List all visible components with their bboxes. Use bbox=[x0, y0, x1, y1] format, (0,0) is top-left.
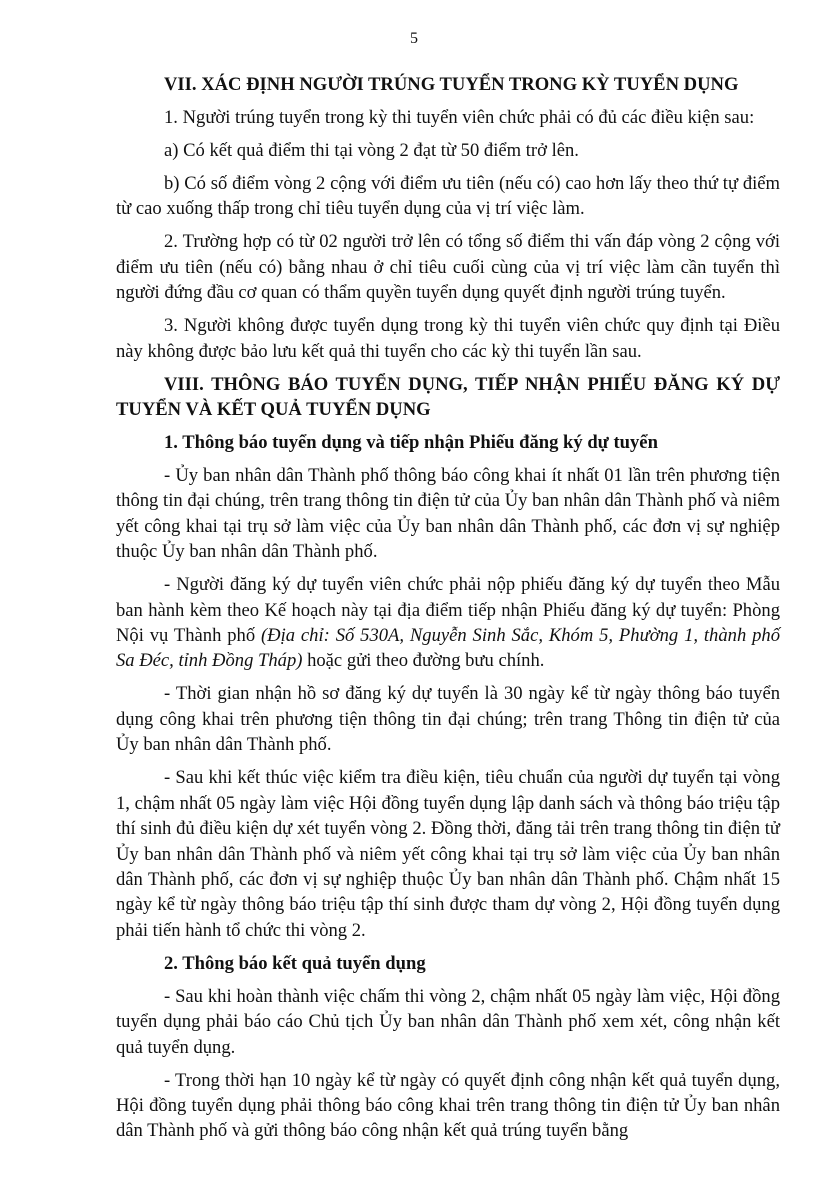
page-number: 5 bbox=[410, 30, 418, 47]
paragraph: a) Có kết quả điểm thi tại vòng 2 đạt từ 50 điểm trở lên. bbox=[164, 140, 579, 161]
paragraph: 3. Người không được tuyển dụng trong kỳ thi tuyển viên chức quy định tại Điều này không được bảo lưu kết quả thi tuyển cho các kỳ thi tuyển lần sau. bbox=[116, 315, 780, 362]
text-run: - Người đăng ký dự tuyển viên chức phải nộp phiếu đăng ký dự tuyển theo Mẫu ban hành kèm theo Kế hoạch này tại địa điểm tiếp nhận Phiếu đăng ký dự tuyển: Phòng Nội vụ Thành phố bbox=[116, 574, 780, 647]
section-8-heading: VIII. THÔNG BÁO TUYỂN DỤNG, TIẾP NHẬN PHIẾU ĐĂNG KÝ DỰ TUYỂN VÀ KẾT QUẢ TUYỂN DỤNG bbox=[116, 373, 780, 421]
paragraph: - Sau khi hoàn thành việc chấm thi vòng 2, chậm nhất 05 ngày làm việc, Hội đồng tuyển dụng phải báo cáo Chủ tịch Ủy ban nhân dân Thành phố xem xét, công nhận kết quả tuyển dụng. bbox=[116, 985, 780, 1058]
paragraph: 2. Trường hợp có từ 02 người trở lên có tổng số điểm thi vấn đáp vòng 2 cộng với điểm ưu tiên (nếu có) bằng nhau ở chỉ tiêu cuối cùng của vị trí việc làm cần tuyển thì người đứng đầu cơ quan có thẩm quyền tuyển dụng quyết định người trúng tuyển. bbox=[116, 231, 780, 304]
subsection-1-heading: 1. Thông báo tuyển dụng và tiếp nhận Phiếu đăng ký dự tuyển bbox=[164, 432, 658, 454]
paragraph: 1. Người trúng tuyển trong kỳ thi tuyển viên chức phải có đủ các điều kiện sau: bbox=[164, 107, 755, 128]
paragraph: - Trong thời hạn 10 ngày kể từ ngày có quyết định công nhận kết quả tuyển dụng, Hội đồng tuyển dụng phải thông báo công khai trên trang thông tin điện tử Ủy ban nhân dân Thành phố và gửi thông báo công nhận kết quả trúng tuyển bằng bbox=[116, 1069, 780, 1142]
document-body bbox=[116, 72, 780, 1144]
subsection-2-heading: 2. Thông báo kết quả tuyển dụng bbox=[164, 952, 426, 974]
paragraph: - Ủy ban nhân dân Thành phố thông báo công khai ít nhất 01 lần trên phương tiện thông tin đại chúng, trên trang thông tin điện tử của Ủy ban nhân dân Thành phố và niêm yết công khai tại trụ sở làm việc của Ủy ban nhân dân Thành phố, các đơn vị sự nghiệp thuộc Ủy ban nhân dân Thành phố. bbox=[116, 465, 780, 563]
paragraph: - Thời gian nhận hồ sơ đăng ký dự tuyển là 30 ngày kể từ ngày thông báo tuyển dụng công khai trên phương tiện thông tin đại chúng; trên trang Thông tin điện tử của Ủy ban nhân dân Thành phố. bbox=[116, 683, 780, 756]
paragraph: - Sau khi kết thúc việc kiểm tra điều kiện, tiêu chuẩn của người dự tuyển tại vòng 1, chậm nhất 05 ngày làm việc Hội đồng tuyển dụng lập danh sách và thông báo triệu tập thí sinh đủ điều kiện dự xét tuyển vòng 2. Đồng thời, đăng tải trên trang thông tin điện tử Ủy ban nhân dân Thành phố và niêm yết công khai tại trụ sở làm việc của Ủy ban nhân dân Thành phố, các đơn vị sự nghiệp thuộc Ủy ban nhân dân Thành phố. Chậm nhất 15 ngày kể từ ngày thông báo triệu tập thí sinh được tham dự vòng 2, Hội đồng tuyển dụng phải tiến hành tổ chức thi vòng 2. bbox=[116, 767, 780, 941]
paragraph-address bbox=[116, 572, 780, 674]
section-7-heading: VII. XÁC ĐỊNH NGƯỜI TRÚNG TUYỂN TRONG KỲ TUYỂN DỤNG bbox=[164, 74, 739, 95]
address-italic: (Địa chỉ: Số 530A, Nguyễn Sinh Sắc, Khóm 5, Phường 1, thành phố Sa Đéc, tỉnh Đồng Tháp) bbox=[116, 625, 780, 672]
text-run: hoặc gửi theo đường bưu chính. bbox=[302, 650, 545, 672]
paragraph: b) Có số điểm vòng 2 cộng với điểm ưu tiên (nếu có) cao hơn lấy theo thứ tự điểm từ cao xuống thấp trong chỉ tiêu tuyển dụng của vị trí việc làm. bbox=[116, 173, 780, 220]
